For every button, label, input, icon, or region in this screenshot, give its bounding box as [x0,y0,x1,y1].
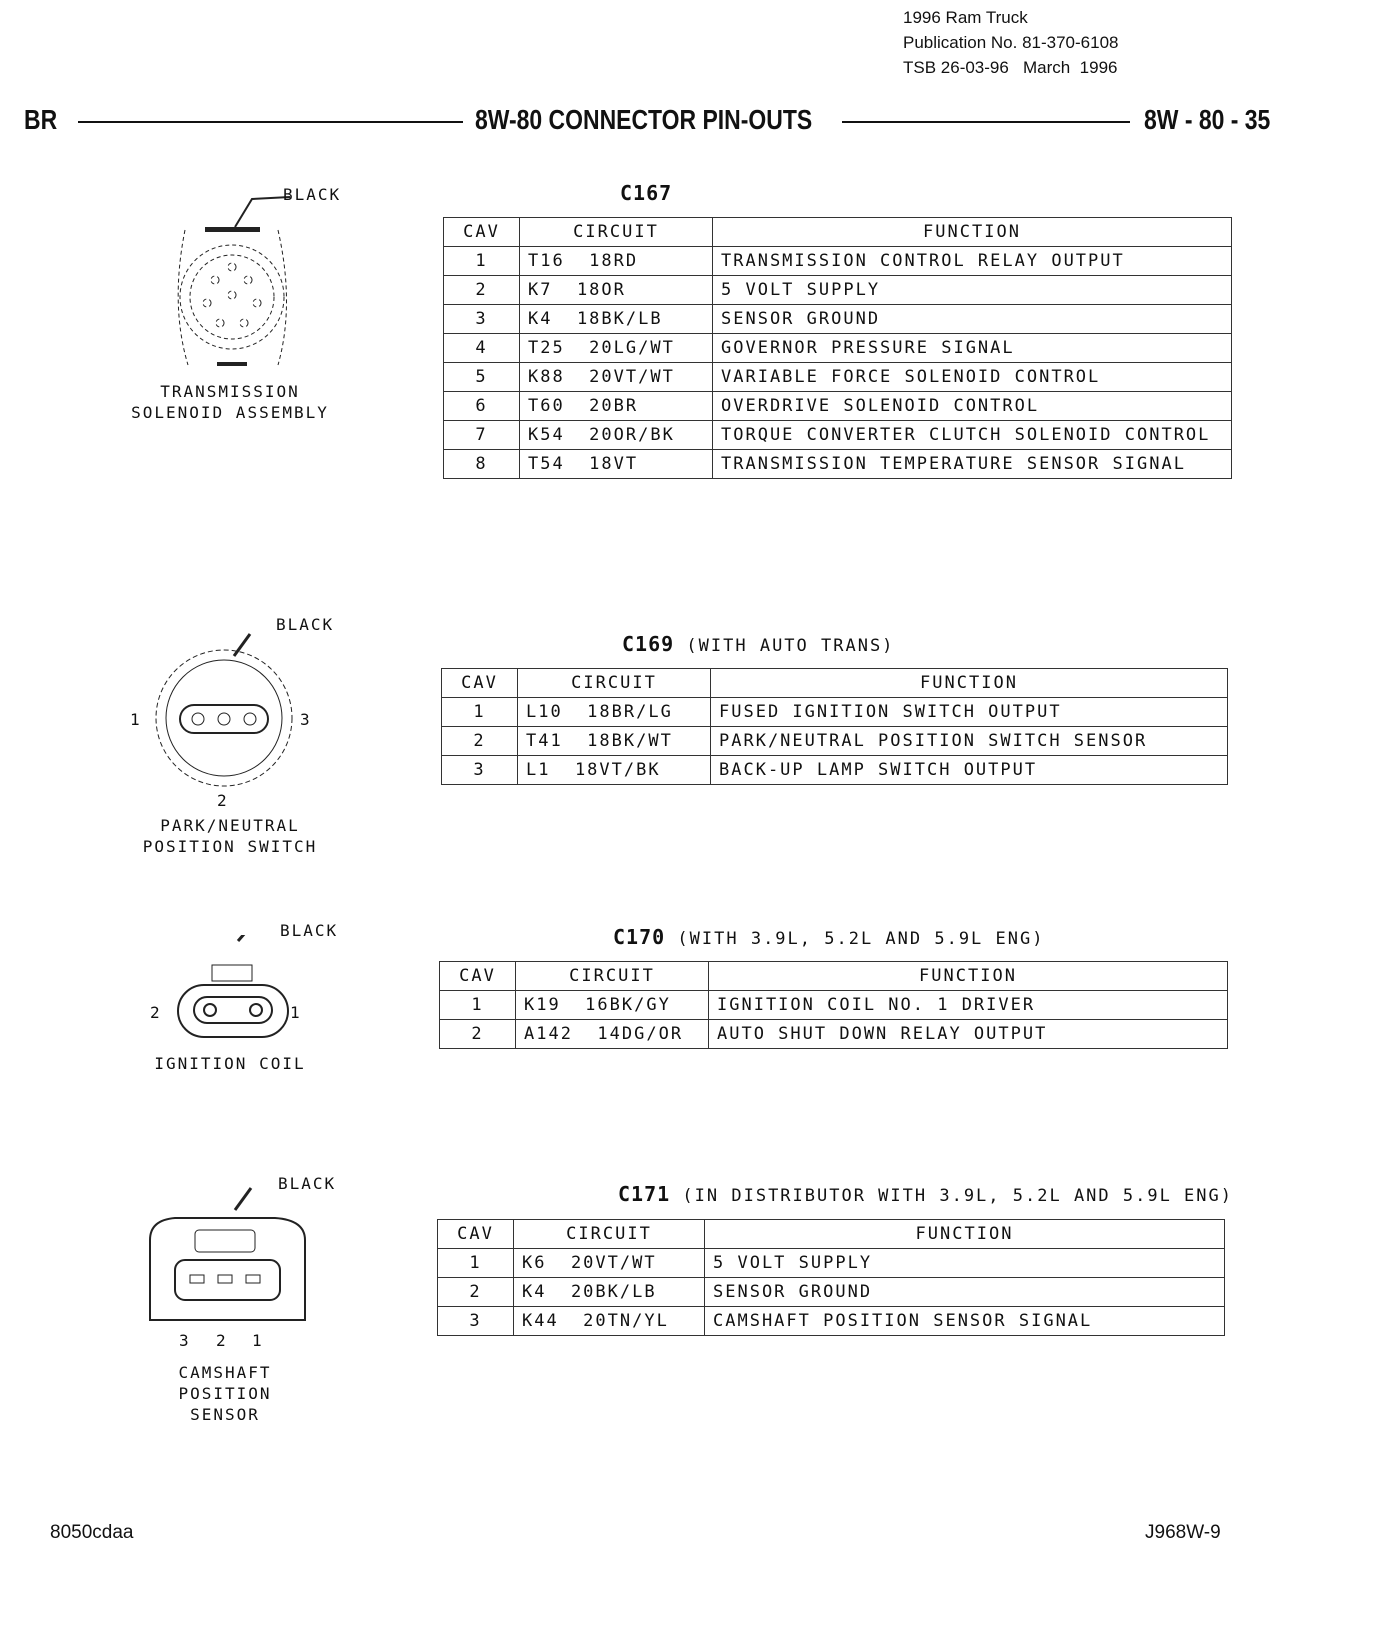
ignition-coil-connector-diagram [170,935,290,1045]
function-cell: FUSED IGNITION SWITCH OUTPUT [711,698,1228,727]
function-cell: 5 VOLT SUPPLY [705,1249,1225,1278]
cav-cell: 1 [442,698,518,727]
label-line: POSITION [178,1384,272,1403]
table-header-row [440,962,1228,991]
table-row [440,991,1228,1020]
table-row [442,727,1228,756]
function-cell: SENSOR GROUND [705,1278,1225,1307]
header-rule-left [78,121,463,123]
footer-right-code: J968W-9 [1145,1522,1221,1543]
c169-pin-2: 2 [217,791,229,810]
circuit-cell: T54 18VT [520,450,713,479]
cav-cell: 2 [444,276,520,305]
cav-cell: CAV [440,962,516,991]
c167-pinout-table [443,217,1232,479]
cav-cell: 6 [444,392,520,421]
function-cell: VARIABLE FORCE SOLENOID CONTROL [713,363,1232,392]
header-rule-right [842,121,1130,123]
circuit-cell: K7 18OR [520,276,713,305]
table-row [438,1249,1225,1278]
table-row [444,421,1232,450]
c167-color-label: BLACK [283,185,342,204]
connector-id: C167 [620,181,673,205]
cav-cell: 1 [444,247,520,276]
function-cell: OVERDRIVE SOLENOID CONTROL [713,392,1232,421]
cav-cell: 7 [444,421,520,450]
function-cell: GOVERNOR PRESSURE SIGNAL [713,334,1232,363]
c171-pinout-table [437,1219,1225,1336]
cav-cell: 3 [442,756,518,785]
function-cell: AUTO SHUT DOWN RELAY OUTPUT [709,1020,1228,1049]
connector-id: C169 [622,632,675,656]
function-cell: PARK/NEUTRAL POSITION SWITCH SENSOR [711,727,1228,756]
label-line: POSITION SWITCH [142,837,318,856]
header-left: BR [24,104,58,135]
circuit-cell: K4 18BK/LB [520,305,713,334]
table-row [444,334,1232,363]
circuit-cell: K6 20VT/WT [514,1249,705,1278]
c171-pin-2: 2 [216,1331,228,1350]
label-line: TRANSMISSION [160,382,300,401]
function-cell: FUNCTION [705,1220,1225,1249]
cav-cell: 2 [442,727,518,756]
circuit-cell: K4 20BK/LB [514,1278,705,1307]
circuit-cell: T16 18RD [520,247,713,276]
function-cell: CAMSHAFT POSITION SENSOR SIGNAL [705,1307,1225,1336]
table-row [442,756,1228,785]
circuit-cell: L10 18BR/LG [518,698,711,727]
table-header-row [438,1220,1225,1249]
c169-pin-3: 3 [300,710,312,729]
c170-pinout-table [439,961,1228,1049]
cav-cell: 4 [444,334,520,363]
transmission-solenoid-connector-diagram [160,185,370,385]
circuit-cell: K88 20VT/WT [520,363,713,392]
c170-pin-1: 1 [290,1003,302,1022]
circuit-cell: T41 18BK/WT [518,727,711,756]
function-cell: 5 VOLT SUPPLY [713,276,1232,305]
table-row [438,1278,1225,1307]
connector-id: C170 [613,925,666,949]
circuit-cell: T60 20BR [520,392,713,421]
header-page-number: 8W - 80 - 35 [1144,104,1271,135]
publication-tsb: TSB 26-03-96 March 1996 [903,58,1118,77]
circuit-cell: K19 16BK/GY [516,991,709,1020]
c169-pinout-table [441,668,1228,785]
circuit-cell: CIRCUIT [520,218,713,247]
table-row [444,363,1232,392]
c167-title [620,181,672,205]
c170-pin-2: 2 [150,1003,162,1022]
function-cell: TRANSMISSION CONTROL RELAY OUTPUT [713,247,1232,276]
c171-color-label: BLACK [278,1174,337,1193]
function-cell: FUNCTION [709,962,1228,991]
label-line: IGNITION COIL [154,1054,306,1073]
table-row [444,450,1232,479]
cav-cell: 5 [444,363,520,392]
circuit-cell: CIRCUIT [518,669,711,698]
table-row [444,247,1232,276]
cav-cell: CAV [444,218,520,247]
cav-cell: 2 [440,1020,516,1049]
table-row [438,1307,1225,1336]
publication-title: 1996 Ram Truck [903,8,1028,27]
c167-diagram-label [110,381,350,423]
c171-pin-1: 1 [252,1331,264,1350]
circuit-cell: K54 20OR/BK [520,421,713,450]
c169-color-label: BLACK [276,615,335,634]
table-header-row [444,218,1232,247]
publication-number: Publication No. 81-370-6108 [903,33,1119,52]
cav-cell: 3 [438,1307,514,1336]
camshaft-sensor-connector-diagram [145,1180,310,1330]
c170-diagram-label [110,1053,350,1074]
table-header-row [442,669,1228,698]
c171-title [618,1182,1233,1206]
circuit-cell: T25 20LG/WT [520,334,713,363]
function-cell: SENSOR GROUND [713,305,1232,334]
circuit-cell: A142 14DG/OR [516,1020,709,1049]
cav-cell: 3 [444,305,520,334]
c169-diagram-label [110,815,350,857]
c170-title [613,925,1044,949]
function-cell: TORQUE CONVERTER CLUTCH SOLENOID CONTROL [713,421,1232,450]
label-line: PARK/NEUTRAL [160,816,300,835]
table-row [444,392,1232,421]
table-row [444,305,1232,334]
c171-pin-3: 3 [179,1331,191,1350]
c171-diagram-label [110,1362,340,1425]
table-row [444,276,1232,305]
connector-note: (WITH AUTO TRANS) [686,636,895,656]
c169-pin-1: 1 [130,710,142,729]
cav-cell: 1 [438,1249,514,1278]
cav-cell: 8 [444,450,520,479]
circuit-cell: K44 20TN/YL [514,1307,705,1336]
connector-note: (IN DISTRIBUTOR WITH 3.9L, 5.2L AND 5.9L ENG) [682,1186,1233,1206]
cav-cell: 2 [438,1278,514,1307]
footer-left-code: 8050cdaa [50,1522,134,1543]
header-title: 8W-80 CONNECTOR PIN-OUTS [475,104,813,135]
function-cell: BACK-UP LAMP SWITCH OUTPUT [711,756,1228,785]
circuit-cell: CIRCUIT [516,962,709,991]
connector-note: (WITH 3.9L, 5.2L AND 5.9L ENG) [677,929,1045,949]
function-cell: FUNCTION [713,218,1232,247]
cav-cell: CAV [438,1220,514,1249]
function-cell: IGNITION COIL NO. 1 DRIVER [709,991,1228,1020]
label-line: SENSOR [190,1405,260,1424]
function-cell: TRANSMISSION TEMPERATURE SENSOR SIGNAL [713,450,1232,479]
connector-id: C171 [618,1182,671,1206]
circuit-cell: L1 18VT/BK [518,756,711,785]
park-neutral-switch-diagram [150,630,310,800]
label-line: CAMSHAFT [178,1363,272,1382]
cav-cell: CAV [442,669,518,698]
table-row [442,698,1228,727]
c169-title [622,632,894,656]
circuit-cell: CIRCUIT [514,1220,705,1249]
function-cell: FUNCTION [711,669,1228,698]
cav-cell: 1 [440,991,516,1020]
c170-color-label: BLACK [280,921,339,940]
table-row [440,1020,1228,1049]
label-line: SOLENOID ASSEMBLY [131,403,329,422]
